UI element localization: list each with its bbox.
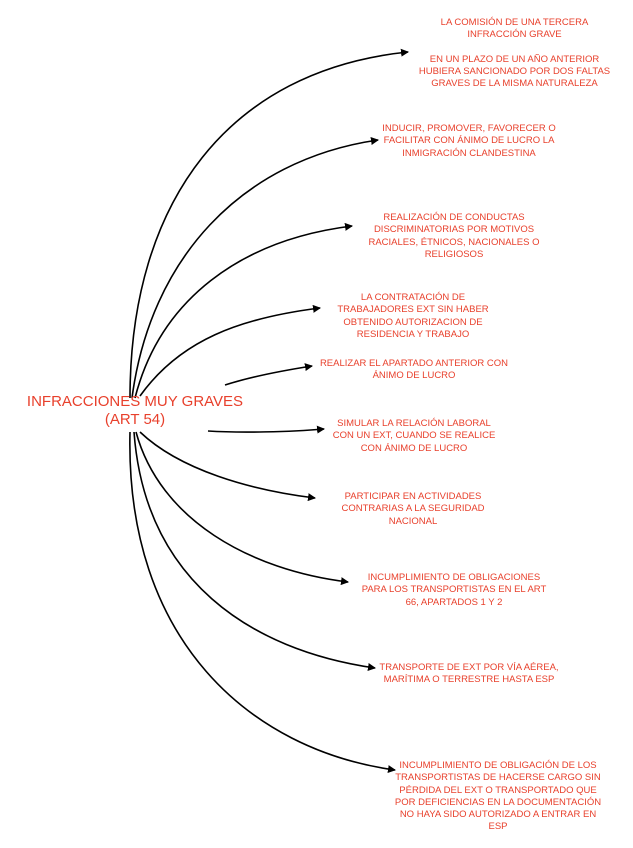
root-title: INFRACCIONES MUY GRAVES — [26, 393, 244, 410]
node-2 — [380, 123, 558, 160]
node-3 — [360, 212, 548, 261]
arrow-5 — [225, 366, 312, 385]
root-subtitle: (ART 54) — [104, 411, 166, 428]
node-6 — [328, 418, 500, 455]
node-3-text: REALIZACIÓN DE CONDUCTAS DISCRIMINATORIAS POR MOTIVOS RACIALES, ÉTNICOS, NACIONALES O RELIGIOSOS — [368, 212, 540, 260]
node-5-text: REALIZAR EL APARTADO ANTERIOR CON ÁNIMO DE LUCRO — [319, 358, 509, 382]
node-1-text-2: EN UN PLAZO DE UN AÑO ANTERIOR HUBIERA SANCIONADO POR DOS FALTAS GRAVES DE LA MISMA NATURALEZA — [418, 53, 611, 90]
node-7-text: PARTICIPAR EN ACTIVIDADES CONTRARIAS A LA SEGURIDAD NACIONAL — [341, 491, 485, 527]
node-4 — [322, 292, 504, 341]
node-9-text: TRANSPORTE DE EXT POR VÍA AÉREA, MARÍTIMA O TERRESTRE HASTA ESP — [379, 662, 559, 686]
node-1 — [412, 17, 617, 90]
node-6-text: SIMULAR LA RELACIÓN LABORAL CON UN EXT, CUANDO SE REALICE CON ÁNIMO DE LUCRO — [332, 418, 496, 454]
node-8 — [355, 572, 553, 609]
root-node — [20, 393, 250, 429]
arrow-9 — [134, 432, 375, 668]
node-4-text: LA CONTRATACIÓN DE TRABAJADORES EXT SIN HABER OBTENIDO AUTORIZACION DE RESIDENCIA Y TRABAJO — [337, 292, 489, 340]
node-10-text: INCUMPLIMIENTO DE OBLIGACIÓN DE LOS TRANSPORTISTAS DE HACERSE CARGO SIN PÉRDIDA DEL EXT O TRANSPORTADO QUE POR DEFICIENCIAS EN LA DOCUMENTACIÓN NO HAYA SIDO AUTORIZADO A ENTRAR EN ESP — [394, 760, 602, 833]
node-9 — [378, 662, 560, 687]
node-5 — [318, 358, 510, 383]
arrow-8 — [136, 432, 348, 582]
node-7 — [322, 491, 504, 528]
arrow-6 — [208, 429, 324, 432]
arrow-7 — [140, 432, 315, 498]
node-2-text: INDUCIR, PROMOVER, FAVORECER O FACILITAR CON ÁNIMO DE LUCRO LA INMIGRACIÓN CLANDESTINA — [382, 123, 556, 159]
node-10 — [393, 760, 603, 834]
node-8-text: INCUMPLIMIENTO DE OBLIGACIONES PARA LOS TRANSPORTISTAS EN EL ART 66, APARTADOS 1 Y 2 — [361, 572, 547, 608]
node-1-text: LA COMISIÓN DE UNA TERCERA INFRACCIÓN GRAVE — [440, 17, 589, 41]
